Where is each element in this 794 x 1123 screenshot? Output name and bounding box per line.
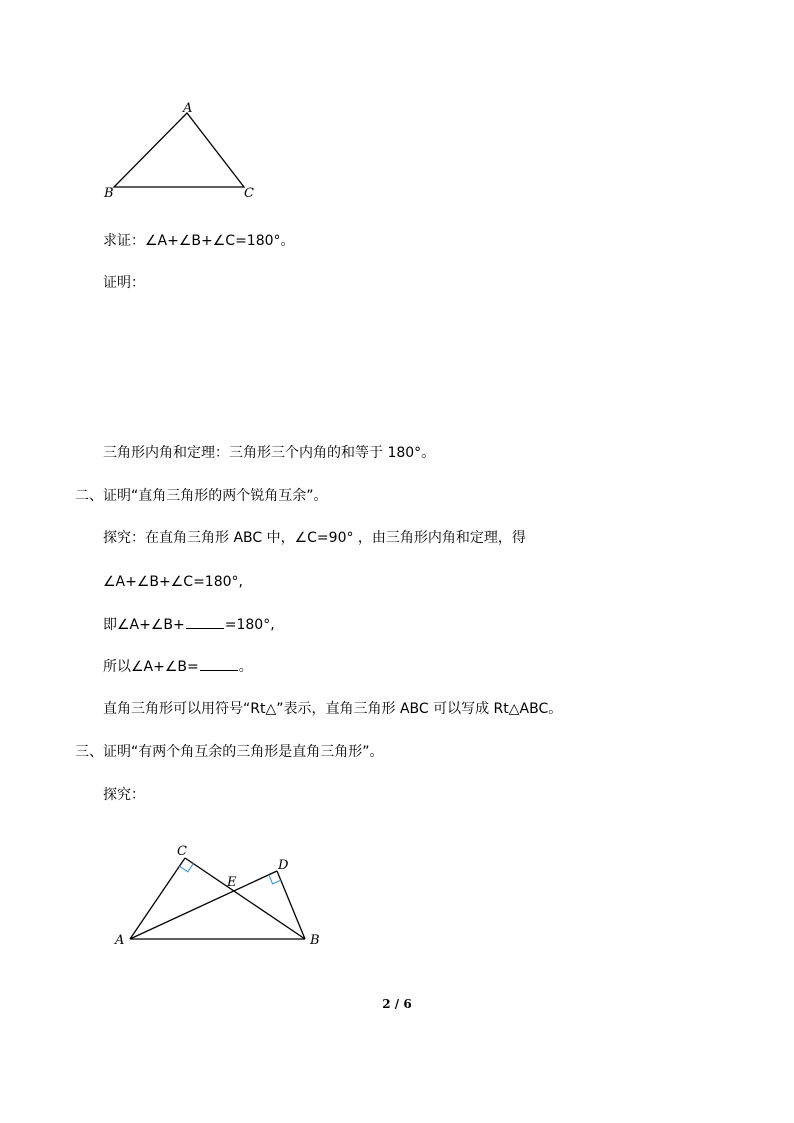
label-a2: A xyxy=(115,933,125,948)
label-b2: B xyxy=(310,933,320,948)
label-d2: D xyxy=(278,858,289,873)
section-2-note: 直角三角形可以用符号“Rt△”表示，直角三角形 ABC 可以写成 Rt△ABC。 xyxy=(103,701,563,717)
section-2-explore: 探究：在直角三角形 ABC 中，∠C=90° ，由三角形内角和定理，得 xyxy=(103,530,526,546)
equation-3-prefix: 所以∠A+∠B= xyxy=(103,659,199,675)
section-2-equation-2 xyxy=(103,614,275,635)
fill-blank-2[interactable] xyxy=(200,656,238,671)
prove-statement: 求证：∠A+∠B+∠C=180°。 xyxy=(103,233,295,249)
label-c2: C xyxy=(177,844,187,859)
triangle-abc-figure xyxy=(95,95,265,210)
right-angle-mark-c xyxy=(180,864,194,872)
page-number: 2 / 6 xyxy=(382,997,412,1011)
equation-2-prefix: 即∠A+∠B+ xyxy=(103,617,185,633)
section-2-title: 二、证明“直角三角形的两个锐角互余”。 xyxy=(75,488,328,504)
section-2-equation-1: ∠A+∠B+∠C=180°, xyxy=(103,574,243,590)
section-3-title: 三、证明“有两个角互余的三角形是直角三角形”。 xyxy=(75,744,384,760)
label-e2: E xyxy=(227,875,237,890)
angle-sum-theorem: 三角形内角和定理：三角形三个内角的和等于 180°。 xyxy=(103,445,436,461)
label-b: B xyxy=(104,186,114,201)
fill-blank-1[interactable] xyxy=(186,614,224,629)
triangle-abc xyxy=(114,113,244,187)
equation-3-suffix: 。 xyxy=(238,659,253,675)
right-triangles-figure xyxy=(105,835,335,955)
label-c: C xyxy=(244,186,254,201)
section-3-explore: 探究： xyxy=(103,787,145,803)
label-a: A xyxy=(183,101,193,116)
section-2-equation-3 xyxy=(103,656,253,677)
equation-2-suffix: =180°, xyxy=(224,617,275,633)
proof-label: 证明： xyxy=(103,275,145,291)
